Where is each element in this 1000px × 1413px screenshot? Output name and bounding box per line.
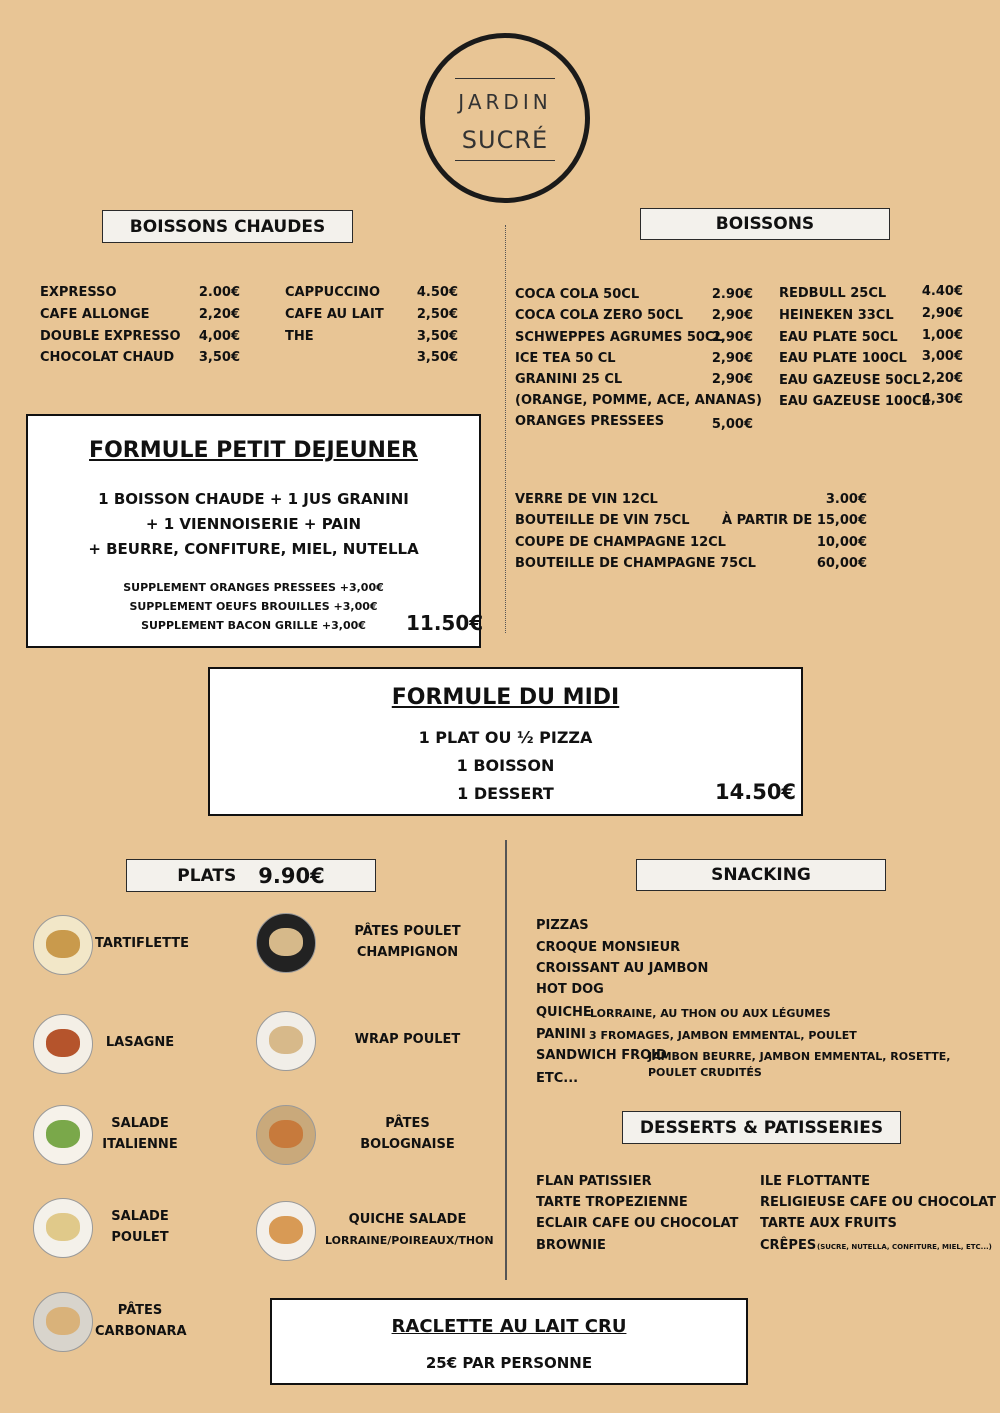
boisson-price: 2,20€ bbox=[921, 371, 963, 386]
snack-name: PANINI bbox=[536, 1027, 586, 1042]
dish-photo-icon bbox=[33, 1198, 93, 1258]
boissons-header: BOISSONS bbox=[640, 208, 890, 240]
formule-du-midi bbox=[208, 667, 803, 816]
plats-title: PLATS bbox=[177, 865, 237, 886]
snack-name: HOT DOG bbox=[536, 982, 604, 997]
vin-price: 60,00€ bbox=[816, 556, 867, 571]
plat-name-line2: LORRAINE/POIREAUX/THON bbox=[325, 1234, 494, 1247]
boisson-price: 5,00€ bbox=[711, 417, 753, 432]
plat-name-line1: SALADE bbox=[111, 1116, 169, 1131]
midi-price: 14.50€ bbox=[715, 780, 797, 804]
plats-price: 9.90€ bbox=[258, 863, 325, 888]
crepes-note: (SUCRE, NUTELLA, CONFITURE, MIEL, ETC...) bbox=[817, 1243, 992, 1251]
boisson-chaude-name: CHOCOLAT CHAUD bbox=[40, 350, 175, 365]
boisson-chaude-name: DOUBLE EXPRESSO bbox=[40, 329, 181, 344]
divider-bottom bbox=[505, 840, 507, 1280]
plat-name-line1: PÂTES bbox=[117, 1303, 163, 1318]
midi-line-3: 1 DESSERT bbox=[457, 784, 554, 803]
dish-photo-icon bbox=[33, 915, 93, 975]
desserts-header: DESSERTS & PATISSERIES bbox=[622, 1111, 901, 1144]
boisson-chaude-price: 4,00€ bbox=[198, 329, 240, 344]
dessert-item: CRÊPES bbox=[760, 1238, 817, 1253]
dessert-item: TARTE AUX FRUITS bbox=[760, 1216, 897, 1231]
dessert-item: TARTE TROPEZIENNE bbox=[536, 1195, 688, 1210]
dish-photo-icon bbox=[256, 1201, 316, 1261]
snack-note: LORRAINE, AU THON OU AUX LÉGUMES bbox=[590, 1007, 831, 1020]
plat-label bbox=[325, 1029, 490, 1050]
petit-dej-line-1: 1 BOISSON CHAUDE + 1 JUS GRANINI bbox=[98, 490, 409, 508]
plat-label bbox=[95, 1300, 185, 1342]
logo-line2: SUCRÉ bbox=[461, 126, 549, 154]
plat-name-line1: SALADE bbox=[111, 1209, 169, 1224]
boisson-chaude-price: 2.00€ bbox=[198, 285, 240, 300]
boisson-name: EAU PLATE 50CL bbox=[779, 330, 898, 345]
vin-name: BOUTEILLE DE CHAMPAGNE 75CL bbox=[515, 556, 756, 571]
boisson-price: 2,90€ bbox=[711, 372, 753, 387]
boisson-chaude-price: 3,50€ bbox=[198, 350, 240, 365]
boisson-price: 2,90€ bbox=[921, 306, 963, 321]
plat-name-line1: TARTIFLETTE bbox=[95, 936, 190, 951]
plat-label bbox=[95, 1113, 185, 1155]
plat-name-line2: BOLOGNAISE bbox=[360, 1137, 455, 1152]
boisson-price: 1,00€ bbox=[921, 328, 963, 343]
plat-name-line2: CARBONARA bbox=[95, 1324, 187, 1339]
raclette-price: 25€ PAR PERSONNE bbox=[425, 1354, 593, 1372]
boisson-name: SCHWEPPES AGRUMES 50CL bbox=[515, 330, 723, 345]
boisson-chaude-price: 3,50€ bbox=[416, 329, 458, 344]
vin-price: 10,00€ bbox=[816, 535, 867, 550]
formule-petit-dejeuner bbox=[26, 414, 484, 648]
boisson-name: ORANGES PRESSEES bbox=[515, 414, 665, 429]
snack-name: QUICHE bbox=[536, 1005, 592, 1020]
logo bbox=[420, 33, 590, 203]
plat-name-line2: ITALIENNE bbox=[102, 1137, 178, 1152]
vin-price: À PARTIR DE 15,00€ bbox=[721, 513, 867, 528]
petit-dej-supp-2: SUPPLEMENT OEUFS BROUILLES +3,00€ bbox=[129, 600, 378, 613]
boisson-name: REDBULL 25CL bbox=[779, 286, 887, 301]
petit-dej-title: FORMULE PETIT DEJEUNER bbox=[89, 438, 418, 463]
plat-label bbox=[325, 921, 490, 963]
vin-name: COUPE DE CHAMPAGNE 12CL bbox=[515, 535, 726, 550]
plat-label bbox=[95, 1206, 185, 1248]
boisson-name: COCA COLA ZERO 50CL bbox=[515, 308, 683, 323]
boisson-name: ICE TEA 50 CL bbox=[515, 351, 616, 366]
petit-dej-price: 11.50€ bbox=[406, 611, 484, 635]
boisson-chaude-price: 2,50€ bbox=[416, 307, 458, 322]
snack-note: JAMBON BEURRE, JAMBON EMMENTAL, ROSETTE, bbox=[648, 1050, 951, 1063]
boisson-price: 2,90€ bbox=[711, 351, 753, 366]
boisson-chaude-name: CAPPUCCINO bbox=[285, 285, 381, 300]
snack-note: 3 FROMAGES, JAMBON EMMENTAL, POULET bbox=[589, 1029, 857, 1042]
plat-label bbox=[95, 1032, 185, 1053]
plat-name-line1: QUICHE SALADE bbox=[348, 1212, 467, 1227]
plats-header bbox=[126, 859, 376, 892]
boisson-name: EAU GAZEUSE 100CL bbox=[779, 394, 930, 409]
snacking-header: SNACKING bbox=[636, 859, 886, 891]
boisson-name: HEINEKEN 33CL bbox=[779, 308, 894, 323]
dessert-item: RELIGIEUSE CAFE OU CHOCOLAT bbox=[760, 1195, 997, 1210]
boisson-name: EAU PLATE 100CL bbox=[779, 351, 907, 366]
dessert-item: FLAN PATISSIER bbox=[536, 1174, 652, 1189]
boisson-chaude-name: THE bbox=[285, 329, 314, 344]
dish-photo-icon bbox=[33, 1014, 93, 1074]
dessert-item: BROWNIE bbox=[536, 1238, 606, 1253]
boisson-chaude-price: 2,20€ bbox=[198, 307, 240, 322]
boisson-chaude-price: 4.50€ bbox=[416, 285, 458, 300]
petit-dej-line-2: + 1 VIENNOISERIE + PAIN bbox=[145, 515, 362, 533]
dish-photo-icon bbox=[256, 1105, 316, 1165]
boisson-chaude-name: CAFE ALLONGE bbox=[40, 307, 150, 322]
midi-line-2: 1 BOISSON bbox=[456, 756, 555, 775]
boisson-name: EAU GAZEUSE 50CL bbox=[779, 373, 921, 388]
plat-name-line2: POULET bbox=[111, 1230, 169, 1245]
plat-label bbox=[325, 1113, 490, 1155]
plat-name-line1: PÂTES bbox=[385, 1116, 430, 1131]
dish-photo-icon bbox=[256, 913, 316, 973]
snack-name: PIZZAS bbox=[536, 918, 589, 933]
snack-note: POULET CRUDITÉS bbox=[648, 1066, 762, 1079]
raclette-box bbox=[270, 1298, 748, 1385]
snack-name: CROISSANT AU JAMBON bbox=[536, 961, 709, 976]
boisson-name: COCA COLA 50CL bbox=[515, 287, 640, 302]
boisson-price: 4,30€ bbox=[921, 392, 963, 407]
vin-price: 3.00€ bbox=[825, 492, 867, 507]
snack-etc: ETC... bbox=[536, 1071, 579, 1086]
plat-label bbox=[325, 1209, 494, 1251]
granini-note: (ORANGE, POMME, ACE, ANANAS) bbox=[515, 393, 762, 408]
plat-name-line1: PÂTES POULET bbox=[354, 924, 461, 939]
boisson-chaude-price: 3,50€ bbox=[416, 350, 458, 365]
boisson-price: 4.40€ bbox=[921, 284, 963, 299]
boisson-name: GRANINI 25 CL bbox=[515, 372, 623, 387]
boisson-price: 2,90€ bbox=[711, 330, 753, 345]
snack-name: SANDWICH FROID bbox=[536, 1048, 667, 1063]
dish-photo-icon bbox=[33, 1292, 93, 1352]
petit-dej-line-3: + BEURRE, CONFITURE, MIEL, NUTELLA bbox=[88, 540, 419, 558]
boisson-price: 3,00€ bbox=[921, 349, 963, 364]
dessert-item: ILE FLOTTANTE bbox=[760, 1174, 870, 1189]
dessert-item: ECLAIR CAFE OU CHOCOLAT bbox=[536, 1216, 739, 1231]
vin-name: BOUTEILLE DE VIN 75CL bbox=[515, 513, 690, 528]
boissons-chaudes-header: BOISSONS CHAUDES bbox=[102, 210, 353, 243]
divider-top bbox=[505, 225, 506, 633]
logo-line1: JARDIN bbox=[458, 90, 552, 114]
raclette-title: RACLETTE AU LAIT CRU bbox=[391, 1316, 627, 1337]
plat-name-line1: LASAGNE bbox=[105, 1035, 175, 1050]
snack-name: CROQUE MONSIEUR bbox=[536, 940, 681, 955]
boisson-price: 2.90€ bbox=[711, 287, 753, 302]
boisson-price: 2,90€ bbox=[711, 308, 753, 323]
dish-photo-icon bbox=[33, 1105, 93, 1165]
boisson-chaude-name: EXPRESSO bbox=[40, 285, 117, 300]
boisson-chaude-name: CAFE AU LAIT bbox=[285, 307, 384, 322]
plat-label bbox=[95, 933, 190, 954]
plat-name-line2: CHAMPIGNON bbox=[356, 945, 459, 960]
dish-photo-icon bbox=[256, 1011, 316, 1071]
midi-title: FORMULE DU MIDI bbox=[391, 685, 620, 710]
petit-dej-supp-3: SUPPLEMENT BACON GRILLE +3,00€ bbox=[141, 619, 366, 632]
vin-name: VERRE DE VIN 12CL bbox=[515, 492, 658, 507]
petit-dej-supp-1: SUPPLEMENT ORANGES PRESSEES +3,00€ bbox=[123, 581, 384, 594]
midi-line-1: 1 PLAT OU ½ PIZZA bbox=[418, 728, 593, 747]
plat-name-line1: WRAP POULET bbox=[354, 1032, 461, 1047]
